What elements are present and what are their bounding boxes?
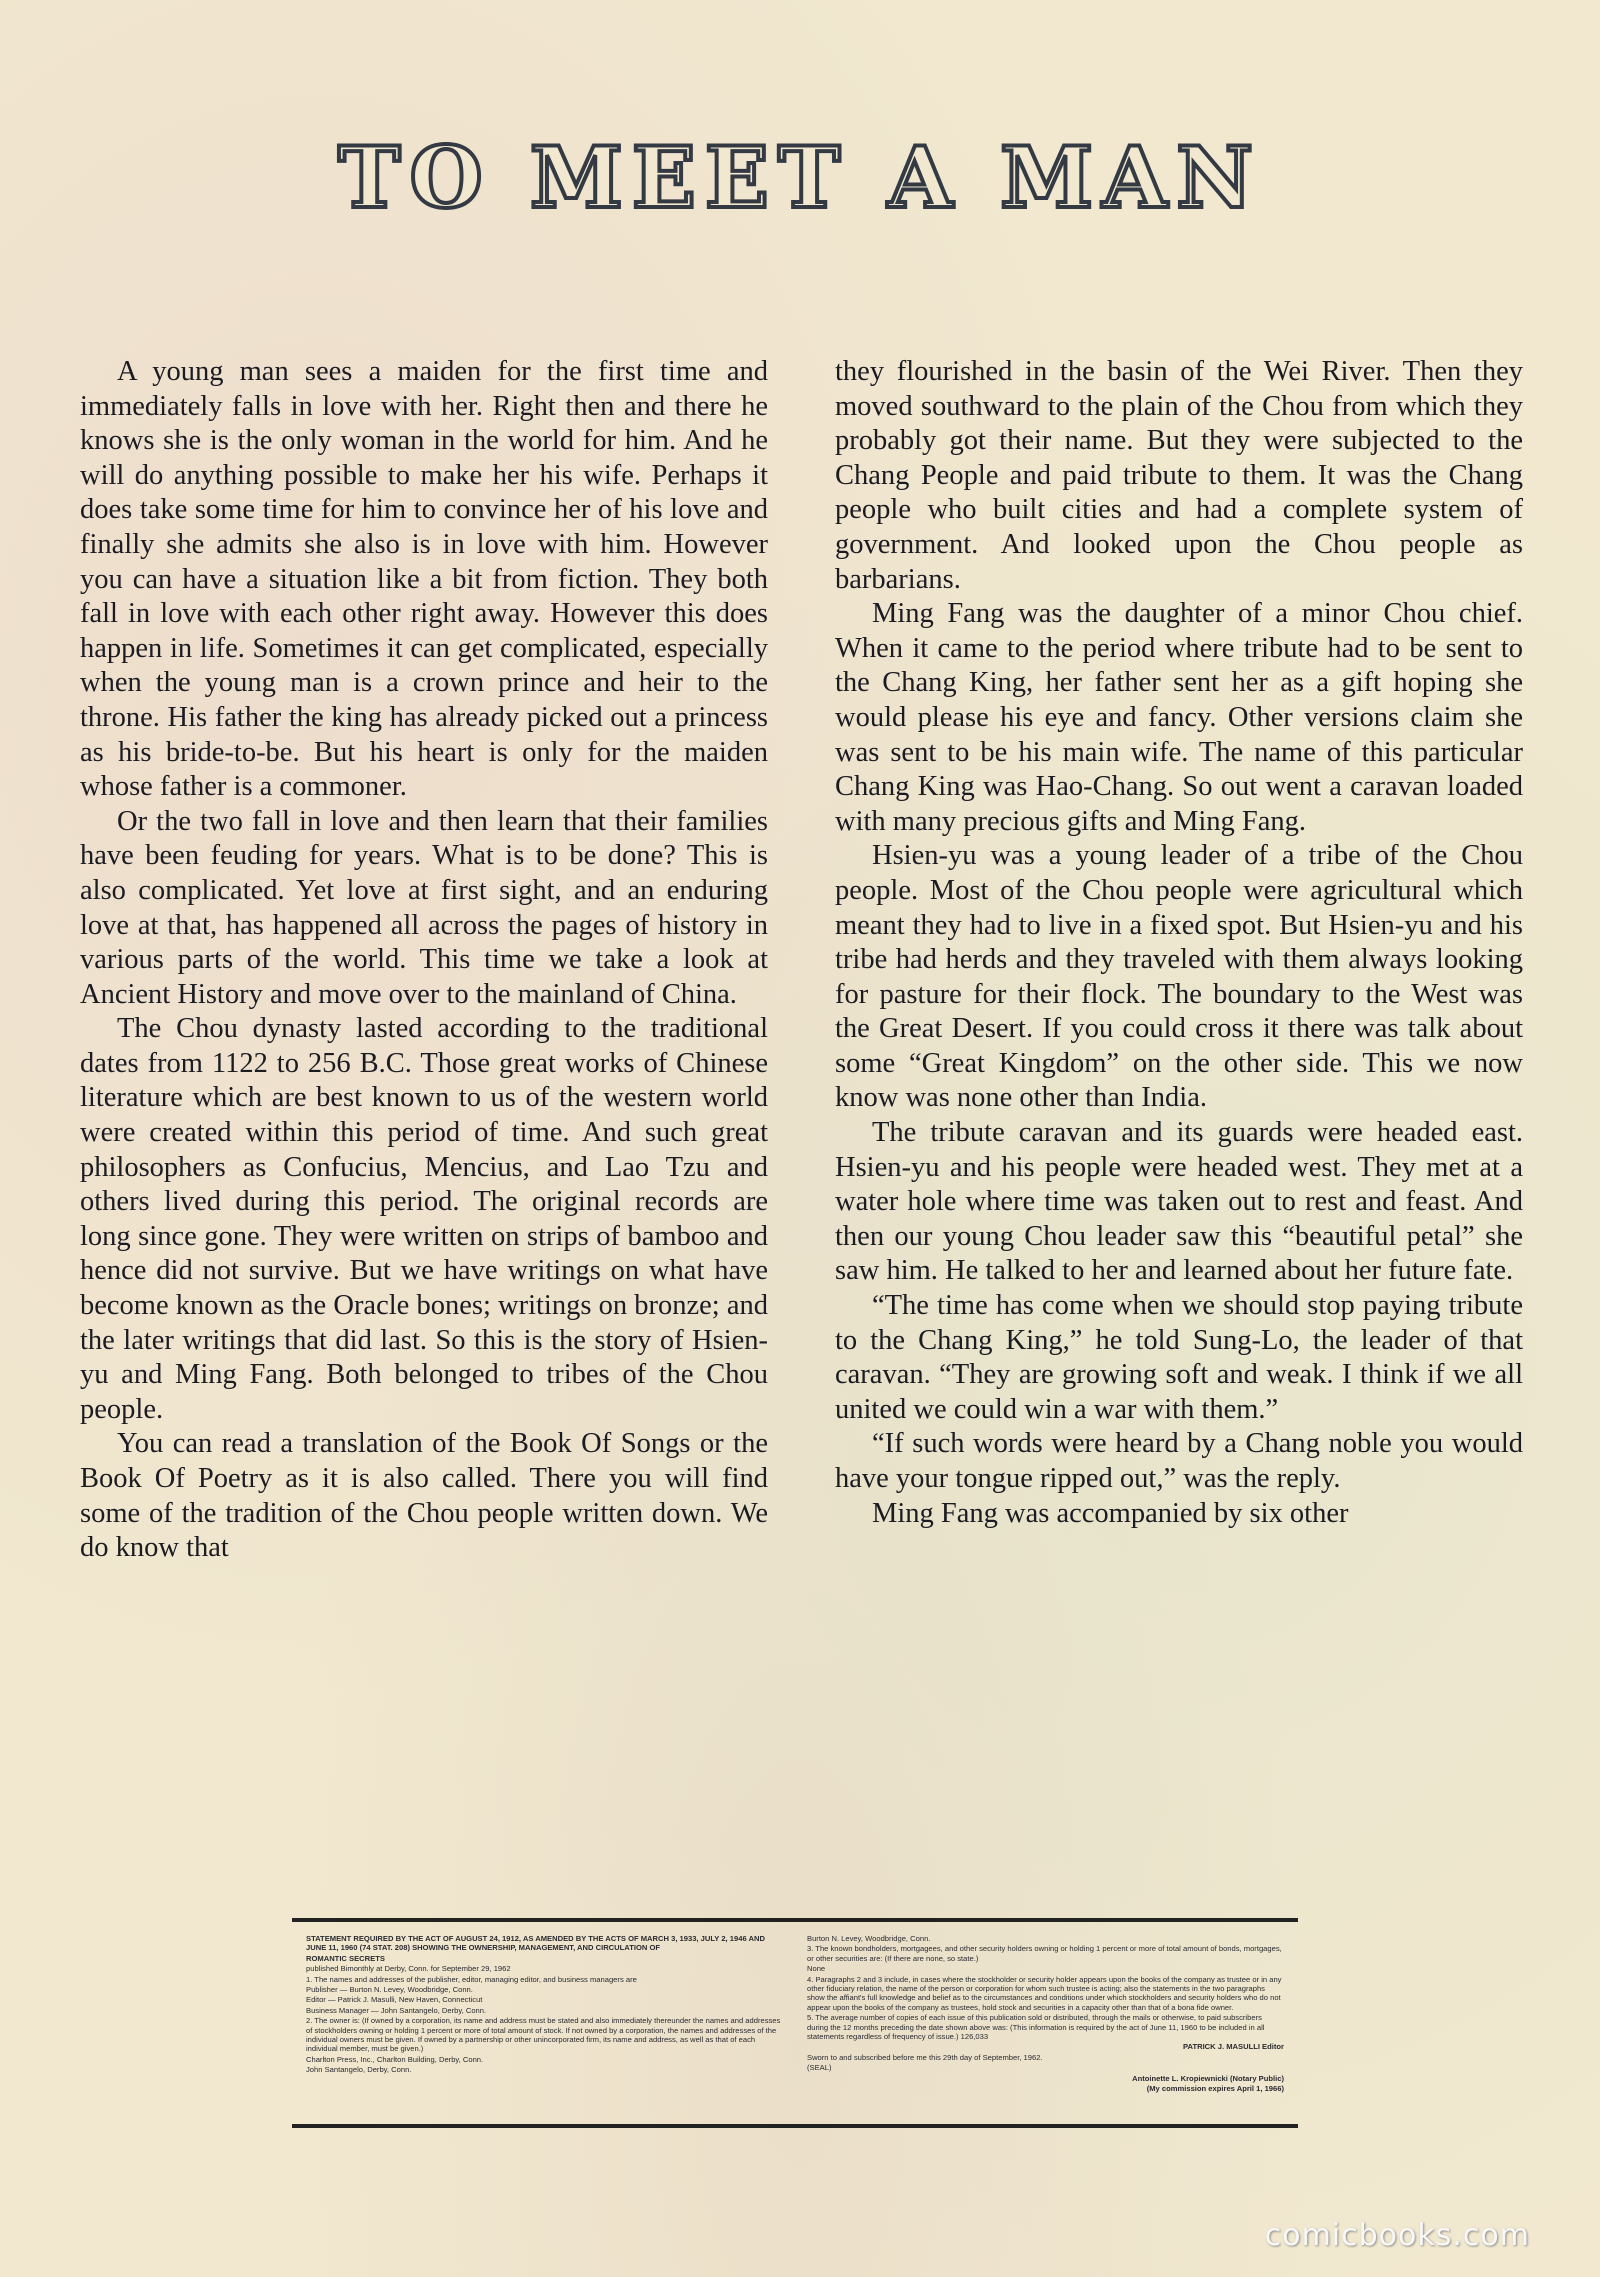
statement-owner: John Santangelo, Derby, Conn. xyxy=(306,2065,412,2075)
statement-notary: Antoinette L. Kropiewnicki (Notary Public) xyxy=(1132,2073,1284,2083)
story-paragraph: The Chou dynasty lasted according to the traditional dates from 1122 to 256 B.C. Those great works of Chinese literature which are best known to us of the western world were created within this period of time. And such great philosophers as Confucius, Mencius, and Lao Tzu and others lived during this period. The original records are long since gone. They were written on strips of bamboo and hence did not survive. But we have writings on what have become known as the Oracle bones; writings on bronze; and the later writings that did last. So this is the story of Hsien-yu and Ming Fang. Both belonged to tribes of the Chou people. xyxy=(80,1013,768,1425)
statement-item: 2. The owner is: (If owned by a corporation, its name and address must be stated and also immediately thereunder the names and addresses of stockholders owning or holding 1 percent or more of total amount of stock. If not owned by a corporation, the names and addresses of the individual owners must be given. If owned by a partnership or other unincorporated firm, its name and address, as well as that of each individual member, must be given.) xyxy=(306,2016,781,2054)
story-paragraph: Ming Fang was accompanied by six other xyxy=(872,1497,1349,1529)
statement-owner: Charlton Press, Inc., Charlton Building, Derby, Conn. xyxy=(306,2054,484,2064)
statement-item: 4. Paragraphs 2 and 3 include, in cases where the stockholder or security holder appears upon the books of the company as trustee or in any other fiduciary relation, the name of the person or corporation for whom such trustee is acting; also the statements in the two paragraphs show the affiant's full knowledge and belief as to the circumstances and conditions under which stockholders and security holders who do not appear upon the books of the company as trustees, hold stock and securities in a capacity other than that of a bona fide owner. xyxy=(807,1974,1282,2012)
statement-editor: Editor — Patrick J. Masulli, New Haven, Connecticut xyxy=(306,1995,483,2005)
statement-item: 5. The average number of copies of each issue of this publication sold or distributed, through the mails or otherwise, to paid subscribers during the 12 months preceding the date shown above was: (This information is required by the act of June 11, 1960 to be included in all statements regardless of frequency of issue.) 126,033 xyxy=(807,2013,1265,2042)
site-watermark: comicbooks.com xyxy=(1264,2218,1530,2253)
statement-right-column xyxy=(807,1934,1284,2112)
statement-item: 1. The names and addresses of the publisher, editor, managing editor, and business managers are xyxy=(306,1974,637,1984)
statement-sworn: Sworn to and subscribed before me this 29th day of September, 1962. xyxy=(807,2052,1043,2062)
statement-none: None xyxy=(807,1964,826,1974)
story-left-column xyxy=(80,355,768,1835)
statement-seal: (SEAL) xyxy=(807,2063,832,2073)
statement-commission: (My commission expires April 1, 1966) xyxy=(1146,2084,1284,2094)
story-paragraph: they flourished in the basin of the Wei River. Then they moved southward to the plain of the Chou from which they probably got their name. But they were subjected to the Chang People and paid tribute to them. It was the Chang people who built cities and had a complete system of government. And looked upon the Chou people as barbarians. xyxy=(835,356,1523,595)
statement-business-manager: Business Manager — John Santangelo, Derby, Conn. xyxy=(306,2005,487,2015)
story-title: TO MEET A MAN xyxy=(337,128,1263,227)
story-paragraph: Or the two fall in love and then learn that their families have been feuding for years. What is to be done? This is also complicated. Yet love at first sight, and an enduring love at that, has happened all across the pages of history in various parts of the world. This time we take a look at Ancient History and move over to the mainland of China. xyxy=(80,805,768,1010)
story-paragraph: You can read a translation of the Book Of Songs or the Book Of Poetry as it is also called. There you will find some of the tradition of the Chou people written down. We do know that xyxy=(80,1428,768,1564)
story-right-column xyxy=(835,355,1523,1835)
story-paragraph: “The time has come when we should stop paying tribute to the Chang King,” he told Sung-Lo, the leader of that caravan. “They are growing soft and weak. I think if we all united we could win a war with them.” xyxy=(835,1290,1523,1425)
story-paragraph: Ming Fang was the daughter of a minor Chou chief. When it came to the period where tribute had to be sent to the Chang King, her father sent her as a gift hoping she would please his eye and fancy. Other versions claim she was sent to be his main wife. The name of this particular Chang King was Hao-Chang. So out went a caravan loaded with many precious gifts and Ming Fang. xyxy=(835,598,1523,837)
statement-left-column xyxy=(306,1934,783,2112)
statement-publication: ROMANTIC SECRETS xyxy=(306,1953,385,1963)
statement-signature: PATRICK J. MASULLI Editor xyxy=(1183,2042,1284,2052)
statement-publisher: Publisher — Burton N. Levey, Woodbridge, Conn. xyxy=(306,1985,473,1995)
story-paragraph: Hsien-yu was a young leader of a tribe of the Chou people. Most of the Chou people were agricultural which meant they had to live in a fixed spot. But Hsien-yu and his tribe had herds and they traveled with them always looking for pasture for their flock. The boundary to the West was the Great Desert. If you could cross it there was talk about some “Great Kingdom” on the other side. This we now know was none other than India. xyxy=(835,840,1523,1114)
story-paragraph: A young man sees a maiden for the first time and immediately falls in love with her. Right then and there he knows she is the only woman in the world for him. And he will do anything possible to make her his wife. Perhaps it does take some time for him to convince her of his love and finally she admits she also is in love with him. However you can have a situation like a bit from fiction. They both fall in love with each other right away. However this does happen in life. Sometimes it can get complicated, especially when the young man is a crown prince and heir to the throne. His father the king has already picked out a princess as his bride-to-be. But his heart is only for the maiden whose father is a commoner. xyxy=(80,356,768,803)
ownership-statement xyxy=(292,1918,1298,2128)
statement-owner: Burton N. Levey, Woodbridge, Conn. xyxy=(807,1934,931,1943)
statement-item: 3. The known bondholders, mortgagees, and other security holders owning or holding 1 percent or more of total amount of bonds, mortgages, or other securities are: (If there are none, so state.) xyxy=(807,1944,1282,1963)
statement-published-line: published Bimonthly at Derby, Conn. for September 29, 1962 xyxy=(306,1964,511,1974)
statement-heading: STATEMENT REQUIRED BY THE ACT OF AUGUST 24, 1912, AS AMENDED BY THE ACTS OF MARCH 3, 1933, JULY 2, 1946 AND JUNE 11, 1960 (74 STAT. 208) SHOWING THE OWNERSHIP, MANAGEMENT, AND CIRCULATION OF xyxy=(306,1934,765,1953)
story-paragraph: The tribute caravan and its guards were headed east. Hsien-yu and his people were headed west. They met at a water hole where time was taken out to rest and feast. And then our young Chou leader saw this “beautiful petal” she saw him. He talked to her and learned about her future fate. xyxy=(835,1117,1523,1287)
story-paragraph: “If such words were heard by a Chang noble you would have your tongue ripped out,” was the reply. xyxy=(835,1428,1523,1494)
